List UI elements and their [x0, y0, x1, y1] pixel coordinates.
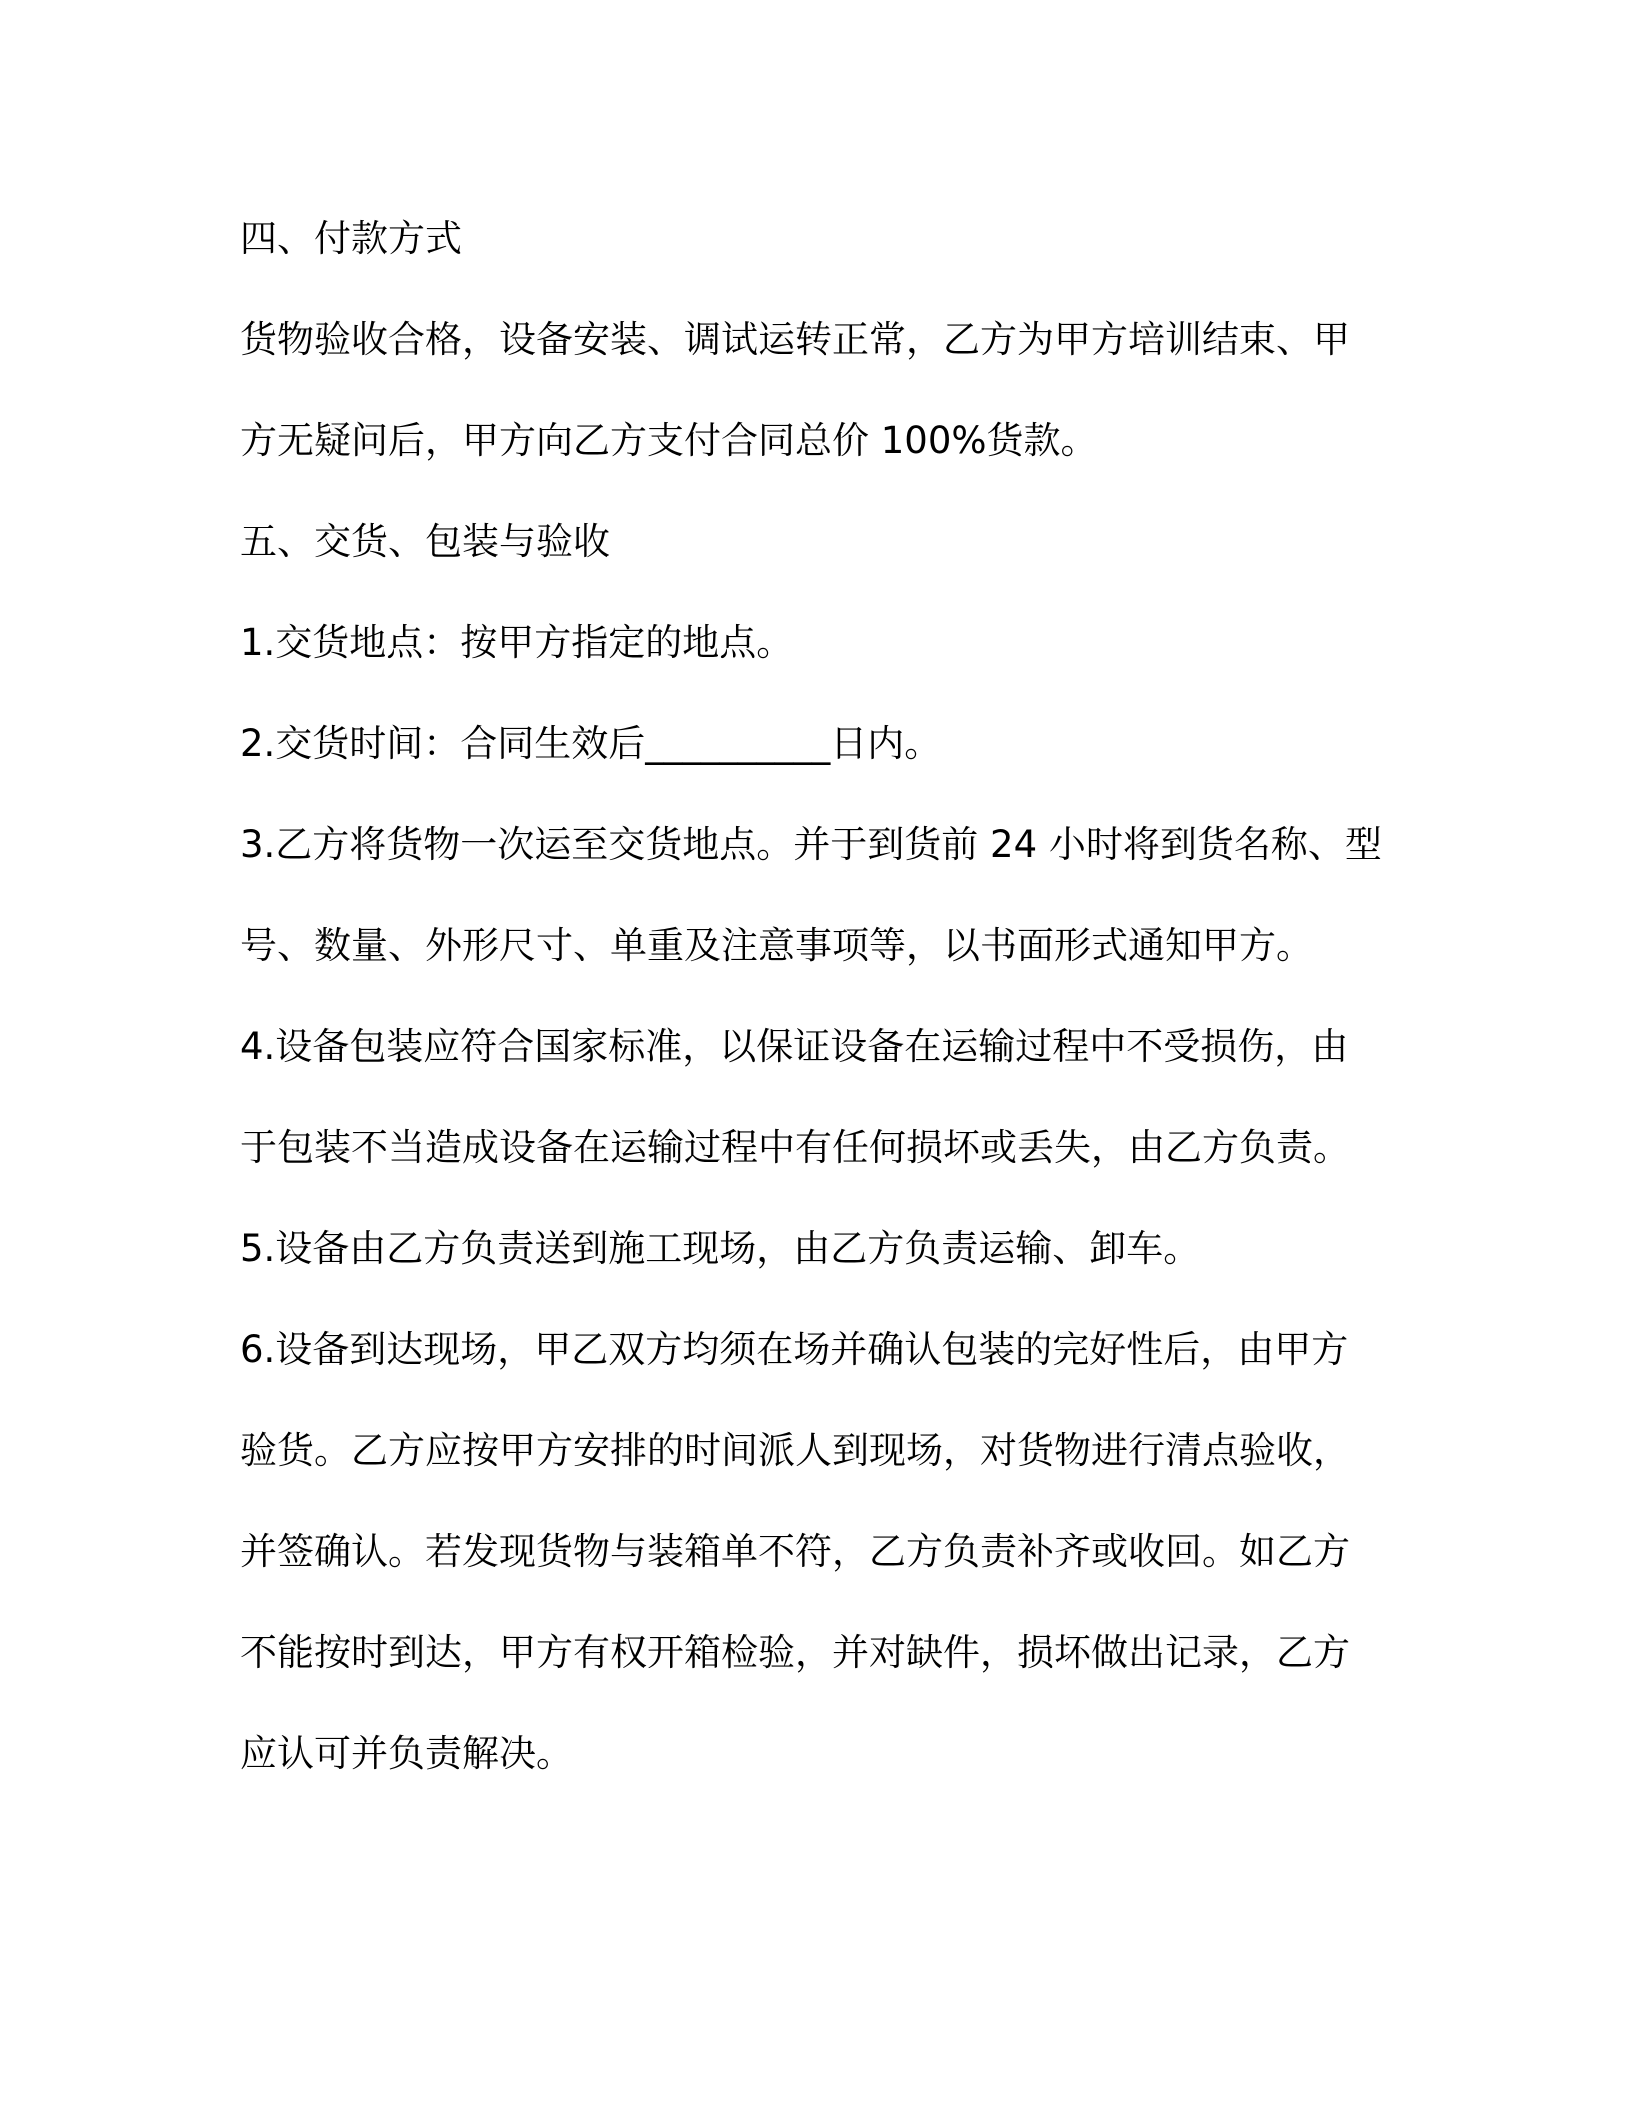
clause-delivery-time: 2.交货时间：合同生效后__________日内。 [240, 722, 942, 765]
clause-shipment: 3.乙方将货物一次运至交货地点。并于到货前 24 小时将到货名称、型 [240, 823, 1382, 866]
paragraph-line: 于包装不当造成设备在运输过程中有任何损坏或丢失，由乙方负责。 [240, 1126, 1350, 1169]
section-heading-payment: 四、付款方式 [240, 217, 462, 260]
section-heading-delivery: 五、交货、包装与验收 [240, 520, 610, 563]
paragraph-line: 并签确认。若发现货物与装箱单不符，乙方负责补齐或收回。如乙方 [240, 1530, 1350, 1573]
clause-delivery-location: 1.交货地点：按甲方指定的地点。 [240, 621, 794, 664]
clause-transport: 5.设备由乙方负责送到施工现场，由乙方负责运输、卸车。 [240, 1227, 1201, 1270]
document-body [240, 188, 1400, 1804]
paragraph-line: 验货。乙方应按甲方安排的时间派人到现场，对货物进行清点验收， [240, 1429, 1350, 1472]
paragraph-line: 应认可并负责解决。 [240, 1732, 573, 1775]
paragraph-line: 货物验收合格，设备安装、调试运转正常，乙方为甲方培训结束、甲 [240, 318, 1350, 361]
paragraph-line: 方无疑问后，甲方向乙方支付合同总价 100%货款。 [240, 419, 1098, 462]
paragraph-line: 不能按时到达，甲方有权开箱检验，并对缺件，损坏做出记录，乙方 [240, 1631, 1350, 1674]
paragraph-line: 号、数量、外形尺寸、单重及注意事项等，以书面形式通知甲方。 [240, 924, 1313, 967]
clause-packaging: 4.设备包装应符合国家标准，以保证设备在运输过程中不受损伤，由 [240, 1025, 1349, 1068]
clause-inspection: 6.设备到达现场，甲乙双方均须在场并确认包装的完好性后，由甲方 [240, 1328, 1349, 1371]
